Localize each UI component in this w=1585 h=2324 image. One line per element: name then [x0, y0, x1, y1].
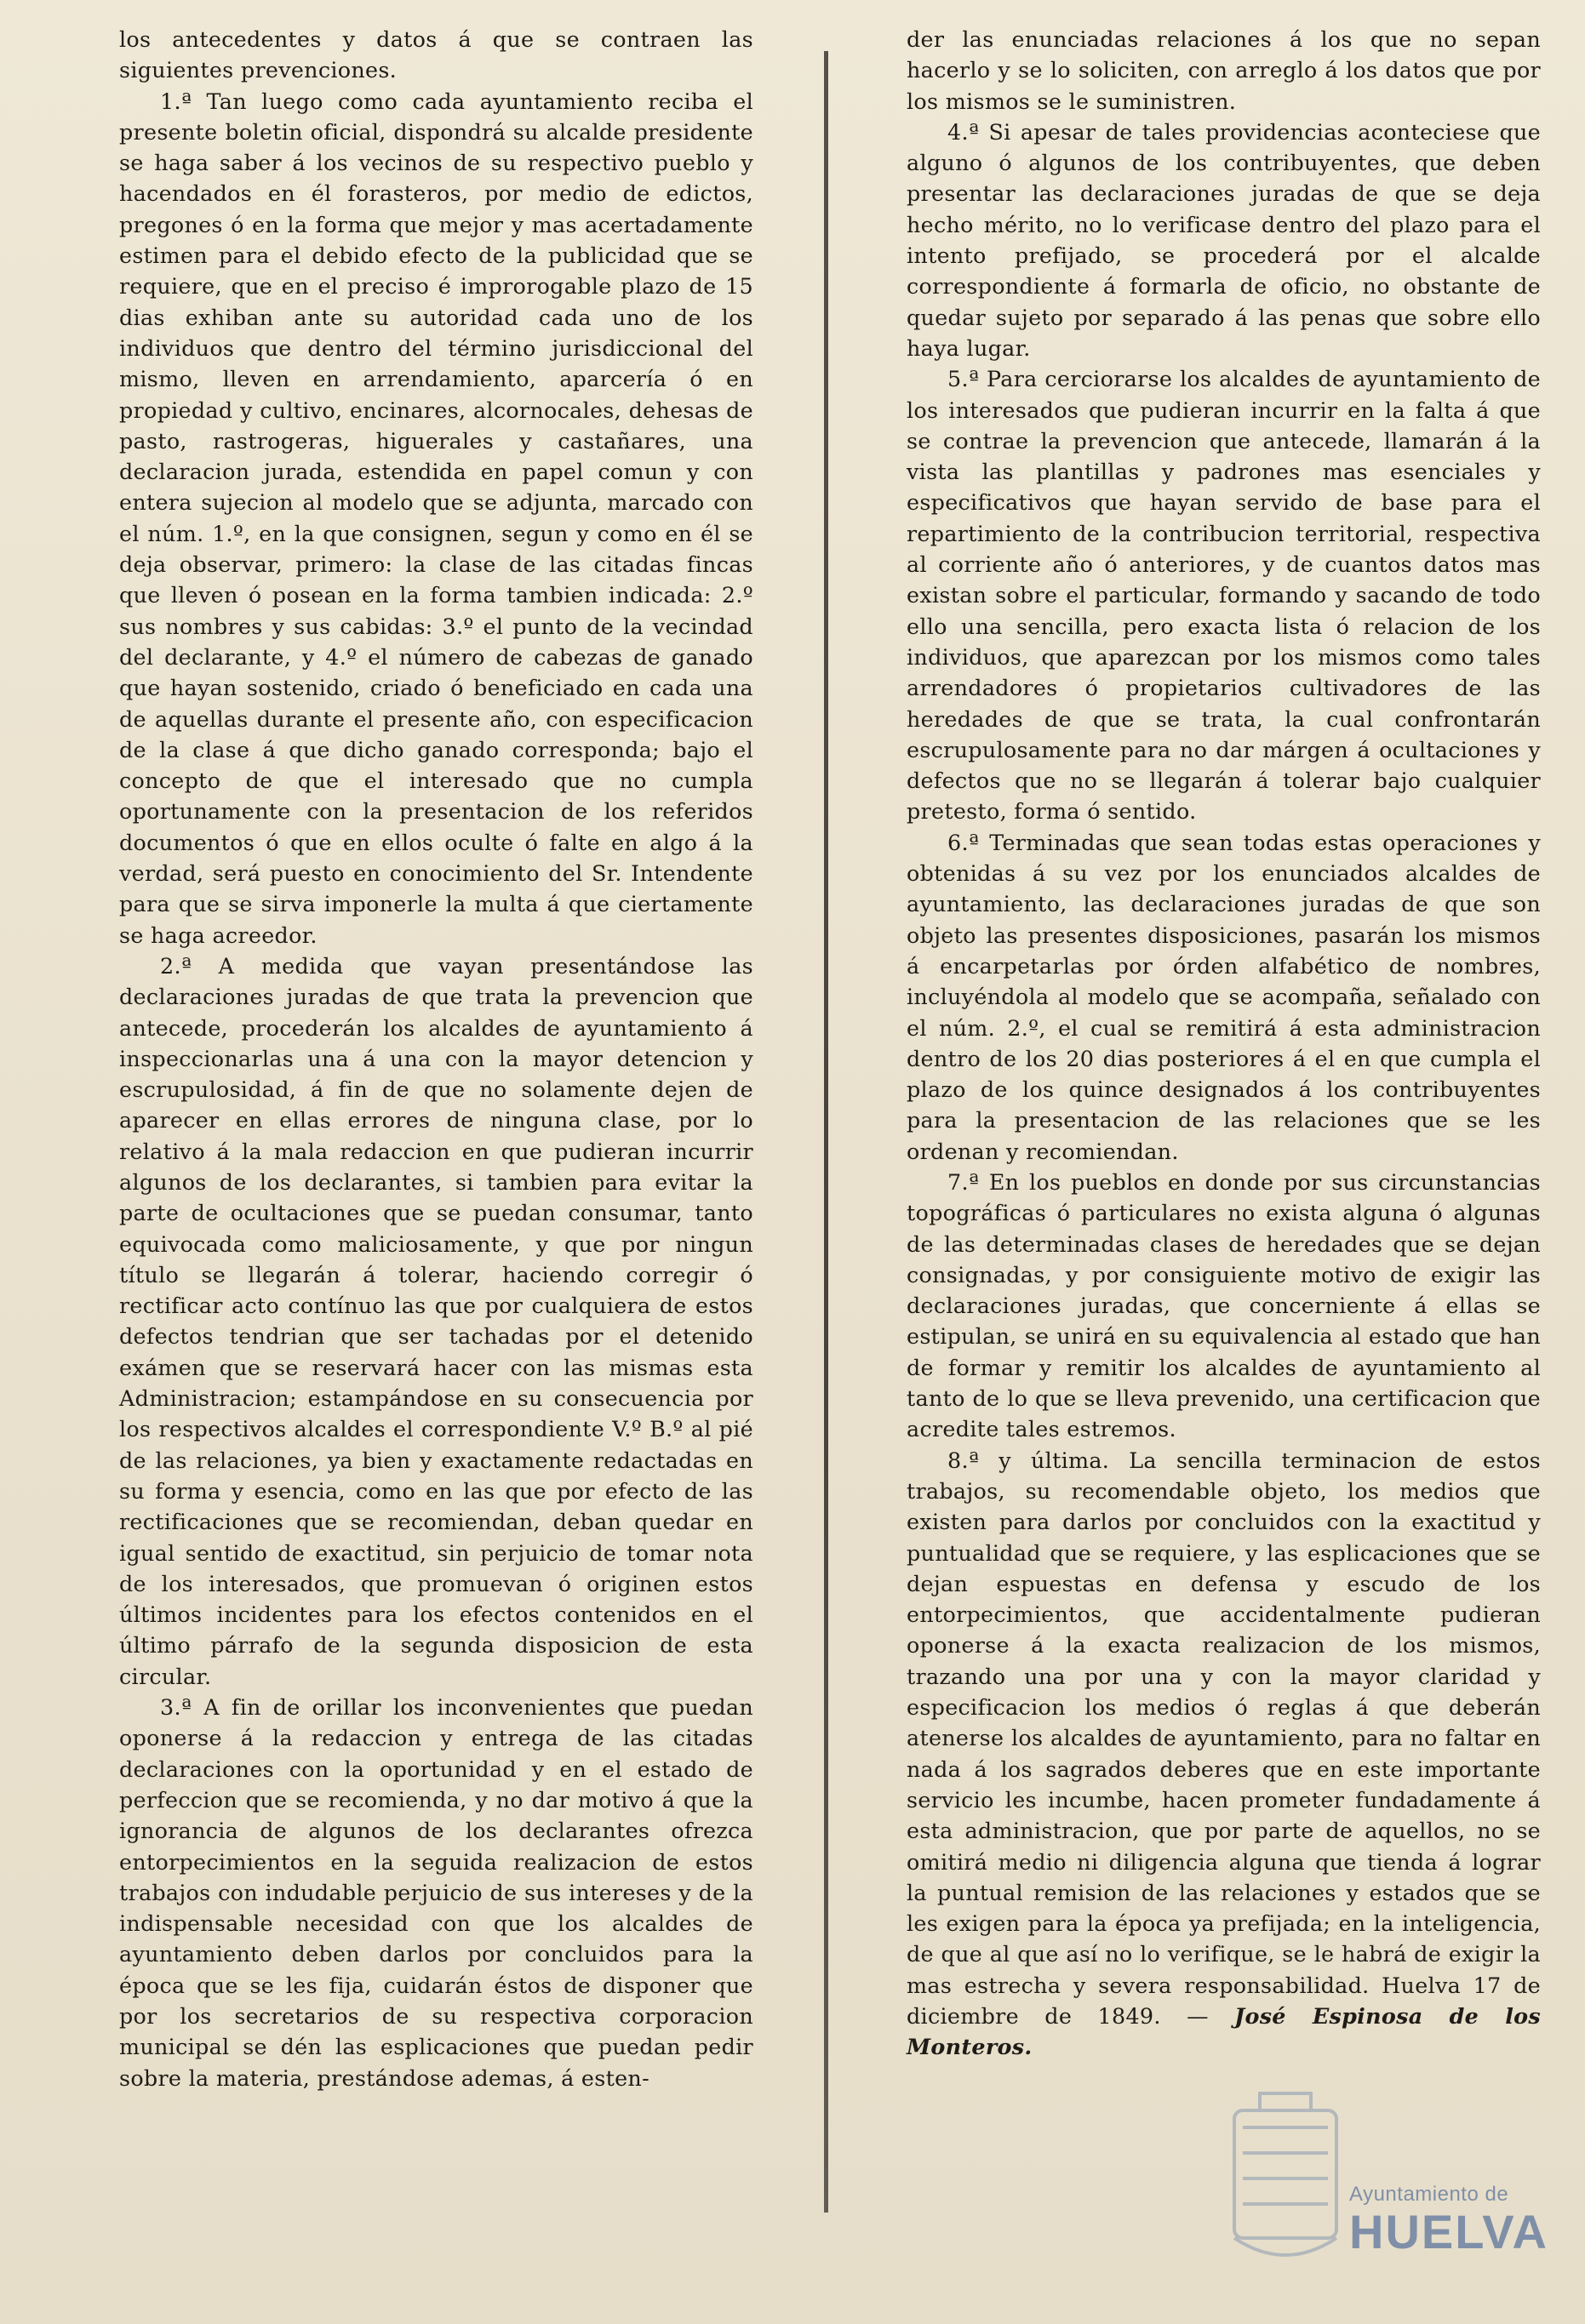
intro-text: los antecedentes y datos á que se contraen las siguientes prevenciones. — [119, 26, 753, 83]
provision-8-text: 8.ª y última. La sencilla terminacion de estos trabajos, su recomendable objeto, los medios que existen para darlos por concluidos con la exactitud y puntualidad que se requiere, y las esplicaciones que se dejan espuestas en defensa y escudo de los entorpecimientos, que accidentalmente pudieran oponerse á la exacta realizacion de los mismos, trazando una por una y con la mayor claridad y especificacion los medios ó reglas á que deberán atenerse los alcaldes de ayuntamiento, para no faltar en nada á los sagrados deberes que en este importante servicio les incumbe, hacen prometer fundadamente á esta administracion, que por parte de aquellos, no se omitirá medio ni diligencia alguna que tienda á lograr la puntual remision de las relaciones y estados que se les exigen para la época ya prefijada; en la inteligencia, de que al que así no lo verifique, se le habrá de exigir la mas estrecha y severa responsabilidad. Huelva 17 de diciembre de 1849. — — [907, 1447, 1541, 2029]
provision-3: 3.ª A fin de orillar los inconvenientes que puedan oponerse á la redaccion y entrega de las citadas declaraciones con la oportunidad y en el estado de perfeccion que se recomienda, y no dar motivo á que la ignorancia de algunos de los declarantes ofrezca entorpecimientos en la seguida realizacion de estos trabajos con indudable perjuicio de sus intereses y de la indispensable necesidad con que los alcaldes de ayuntamiento deben darlos por concluidos para la época que se les fija, cuidarán éstos de disponer que por los secretarios de su respectiva corporacion municipal se dén las esplicaciones que puedan pedir sobre la materia, prestándose ademas, á esten- — [119, 1694, 753, 2091]
provision-1: 1.ª Tan luego como cada ayuntamiento reciba el presente boletin oficial, dispondrá su alcalde presidente se haga saber á los vecinos de su respectivo pueblo y hacendados en él forasteros, por medio de edictos, pregones ó en la forma que mejor y mas acertadamente estimen para el debido efecto de la publicidad que se requiere, que en el preciso é improrogable plazo de 15 dias exhiban ante su autoridad cada uno de los individuos que dentro del término jurisdiccional del mismo, lleven en arrendamiento, aparcería ó en propiedad y cultivo, encinares, alcornocales, dehesas de pasto, rastrogeras, higuerales y castañares, una declaracion jurada, estendida en papel comun y con entera sujecion al modelo que se adjunta, marcado con el núm. 1.º, en la que consignen, segun y como en él se deja observar, primero: la clase de las citadas fincas que lleven ó posean en la forma tambien indicada: 2.º sus nombres y sus cabidas: 3.º el punto de la vecindad del declarante, y 4.º el número de cabezas de ganado que hayan sostenido, criado ó beneficiado en cada una de aquellas durante el presente año, con especificacion de la clase á que dicho ganado corresponda; bajo el concepto de que el interesado que no cumpla oportunamente con la presentacion de los referidos documentos ó que en ellos oculte ó falte en algo á la verdad, será puesto en conocimiento del Sr. Intendente para que se sirva imponerle la multa á que ciertamente se haga acreedor. — [119, 88, 753, 948]
signature: José Espinosa de los Monteros. — [907, 2003, 1542, 2060]
continuation-text: der las enunciadas relaciones á los que no sepan hacerlo y se lo soliciten, con arreglo á los datos que por los mismos se le suministren. — [907, 26, 1541, 114]
column-divider — [824, 51, 828, 2213]
left-column — [119, 24, 753, 2093]
provision-4: 4.ª Si apesar de tales providencias aconteciese que alguno ó algunos de los contribuyentes, que deben presentar las declaraciones juradas de que se deja hecho mérito, no lo verificase dentro del plazo para el intento prefijado, se procederá por el alcalde correspondiente á formarla de oficio, no obstante de quedar sujeto por separado á las penas que sobre ello haya lugar. — [907, 118, 1541, 361]
provision-7: 7.ª En los pueblos en donde por sus circunstancias topográficas ó particulares no exista alguna ó algunas de las determinadas clases de heredades que se dejan consignadas, y por consiguiente motivo de exigir las declaraciones juradas, que concerniente á ellas se estipulan, se unirá en su equivalencia al estado que han de formar y remitir los alcaldes de ayuntamiento al tanto de lo que se lleva prevenido, una certificacion que acredite tales estremos. — [907, 1168, 1541, 1442]
watermark-line-1: Ayuntamiento de — [1349, 2183, 1509, 2206]
provision-5: 5.ª Para cerciorarse los alcaldes de ayuntamiento de los interesados que pudieran incurrir en la falta á que se contrae la prevencion que antecede, llamarán á la vista las plantillas y padrones mas esenciales y especificativos que hayan servido de base para el repartimiento de la contribucion territorial, respectiva al corriente año ó anteriores, y de cuantos datos mas existan sobre el particular, formando y sacando de todo ello una sencilla, pero exacta lista ó relacion de los individuos, que aparezcan por los mismos como tales arrendadores ó propietarios cultivadores de las heredades de que se trata, la cual confrontarán escrupulosamente para no dar márgen á ocultaciones y defectos que no se llegarán á tolerar bajo cualquier pretesto, forma ó sentido. — [907, 366, 1541, 825]
provision-8 — [907, 1445, 1541, 2063]
watermark-line-2: HUELVA — [1349, 2205, 1548, 2258]
provision-2: 2.ª A medida que vayan presentándose las declaraciones juradas de que trata la prevencion que antecede, procederán los alcaldes de ayuntamiento á inspeccionarlas una á una con la mayor detencion y escrupulosidad, á fin de que no solamente dejen de aparecer en ellas errores de ninguna clase, por lo relativo á la mala redaccion en que pudieran incurrir algunos de los declarantes, si tambien para evitar la parte de ocultaciones que se puedan consumar, tanto equivocada como maliciosamente, y que por ningun título se llegarán á tolerar, haciendo corregir ó rectificar acto contínuo las que por cualquiera de estos defectos tendrian que ser tachadas por el detenido exámen que se reservará hacer con las mismas esta Administracion; estampándose en su consecuencia por los respectivos alcaldes el correspondiente V.º B.º al pié de las relaciones, ya bien y exactamente redactadas en su forma y esencia, como en las que por efecto de las rectificaciones que se recomiendan, deban quedar en igual sentido de exactitud, sin perjuicio de tomar nota de los interesados, que promuevan ó originen estos últimos incidentes para los efectos contenidos en el último párrafo de la segunda disposicion de esta circular. — [119, 952, 753, 1689]
provision-6: 6.ª Terminadas que sean todas estas operaciones y obtenidas á su vez por los enunciados alcaldes de ayuntamiento, las declaraciones juradas de que son objeto las presentes disposiciones, pasarán los mismos á encarpetarlas por órden alfabético de nombres, incluyéndola al modelo que se acompaña, señalado con el núm. 2.º, el cual se remitirá á esta administracion dentro de los 20 dias posteriores á el en que cumpla el plazo de los quince designados á los contribuyentes para la presentacion de las relaciones que se les ordenan y recomiendan. — [907, 829, 1541, 1164]
right-column — [907, 24, 1541, 2063]
